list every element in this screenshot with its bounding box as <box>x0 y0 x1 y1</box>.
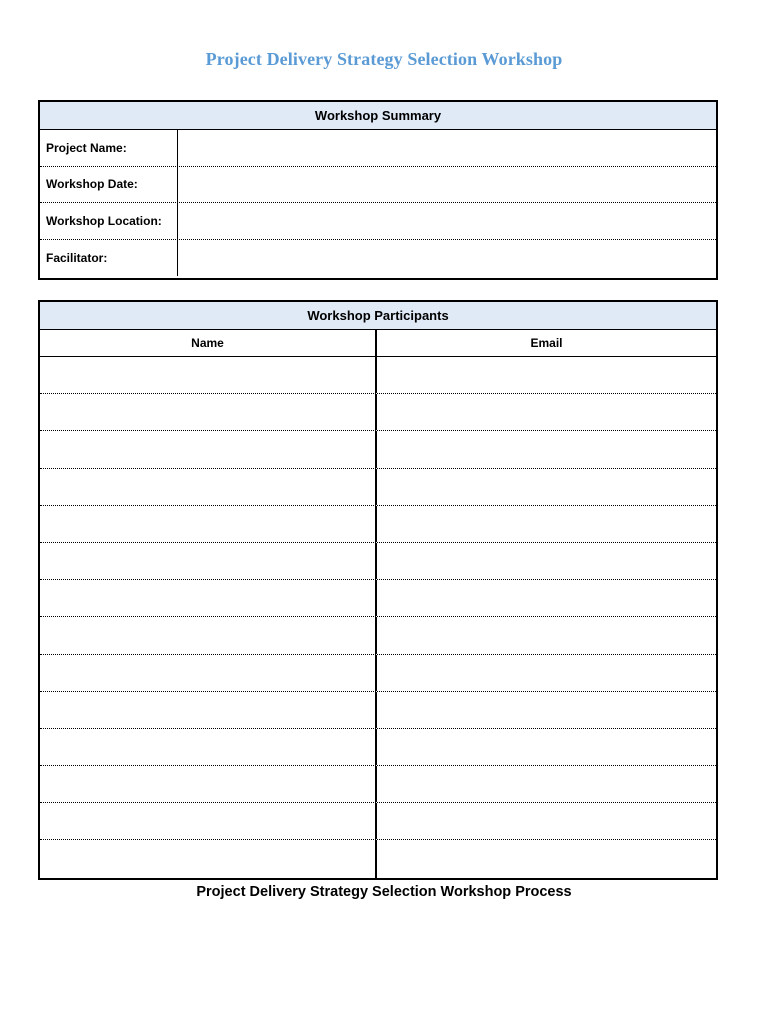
participant-name-cell[interactable] <box>40 580 377 616</box>
project-name-field[interactable] <box>178 130 716 166</box>
workshop-summary-table <box>38 100 718 280</box>
workshop-summary-header: Workshop Summary <box>40 102 716 130</box>
participant-email-cell[interactable] <box>377 394 716 430</box>
workshop-date-field[interactable] <box>178 167 716 203</box>
summary-row-facilitator <box>40 240 716 277</box>
participant-name-cell[interactable] <box>40 506 377 542</box>
participant-name-cell[interactable] <box>40 840 377 877</box>
participant-name-cell[interactable] <box>40 729 377 765</box>
participant-name-cell[interactable] <box>40 655 377 691</box>
table-row <box>40 766 716 803</box>
email-column-header: Email <box>530 336 563 350</box>
participant-name-cell[interactable] <box>40 766 377 802</box>
participant-name-cell[interactable] <box>40 357 377 393</box>
participant-name-cell[interactable] <box>40 431 377 467</box>
participant-email-cell[interactable] <box>377 692 716 728</box>
table-row <box>40 431 716 468</box>
project-name-label: Project Name: <box>40 130 178 166</box>
participant-name-cell[interactable] <box>40 469 377 505</box>
participant-name-cell[interactable] <box>40 692 377 728</box>
table-row <box>40 506 716 543</box>
participant-name-cell[interactable] <box>40 394 377 430</box>
name-column-header: Name <box>40 330 377 356</box>
workshop-location-label: Workshop Location: <box>40 203 178 239</box>
summary-row-workshop-date <box>40 167 716 204</box>
participant-email-cell[interactable] <box>377 766 716 802</box>
table-row <box>40 729 716 766</box>
facilitator-label: Facilitator: <box>40 240 178 277</box>
participant-email-cell[interactable] <box>377 543 716 579</box>
participant-email-cell[interactable] <box>377 357 716 393</box>
participant-email-cell[interactable] <box>377 655 716 691</box>
summary-row-workshop-location <box>40 203 716 240</box>
participant-rows <box>40 357 716 878</box>
table-row <box>40 617 716 654</box>
participant-name-cell[interactable] <box>40 617 377 653</box>
table-row <box>40 692 716 729</box>
workshop-location-field[interactable] <box>178 203 716 239</box>
workshop-participants-header: Workshop Participants <box>40 302 716 330</box>
table-row <box>40 394 716 431</box>
table-row <box>40 655 716 692</box>
workshop-date-label: Workshop Date: <box>40 167 178 203</box>
summary-row-project-name <box>40 130 716 167</box>
participants-column-headers <box>40 330 716 357</box>
workshop-participants-table <box>38 300 718 880</box>
table-row <box>40 543 716 580</box>
document-title: Project Delivery Strategy Selection Workshop <box>205 49 563 69</box>
facilitator-field[interactable] <box>178 240 716 277</box>
participant-name-cell[interactable] <box>40 543 377 579</box>
participant-email-cell[interactable] <box>377 803 716 839</box>
participant-email-cell[interactable] <box>377 506 716 542</box>
participant-email-cell[interactable] <box>377 469 716 505</box>
table-row <box>40 803 716 840</box>
table-row <box>40 580 716 617</box>
participant-email-cell[interactable] <box>377 729 716 765</box>
participant-email-cell[interactable] <box>377 580 716 616</box>
table-row <box>40 469 716 506</box>
process-section-title: Project Delivery Strategy Selection Workshop Process <box>196 884 572 900</box>
participant-email-cell[interactable] <box>377 431 716 467</box>
participant-email-cell[interactable] <box>377 617 716 653</box>
table-row <box>40 357 716 394</box>
participant-name-cell[interactable] <box>40 803 377 839</box>
participant-email-cell[interactable] <box>377 840 716 877</box>
table-row <box>40 840 716 877</box>
